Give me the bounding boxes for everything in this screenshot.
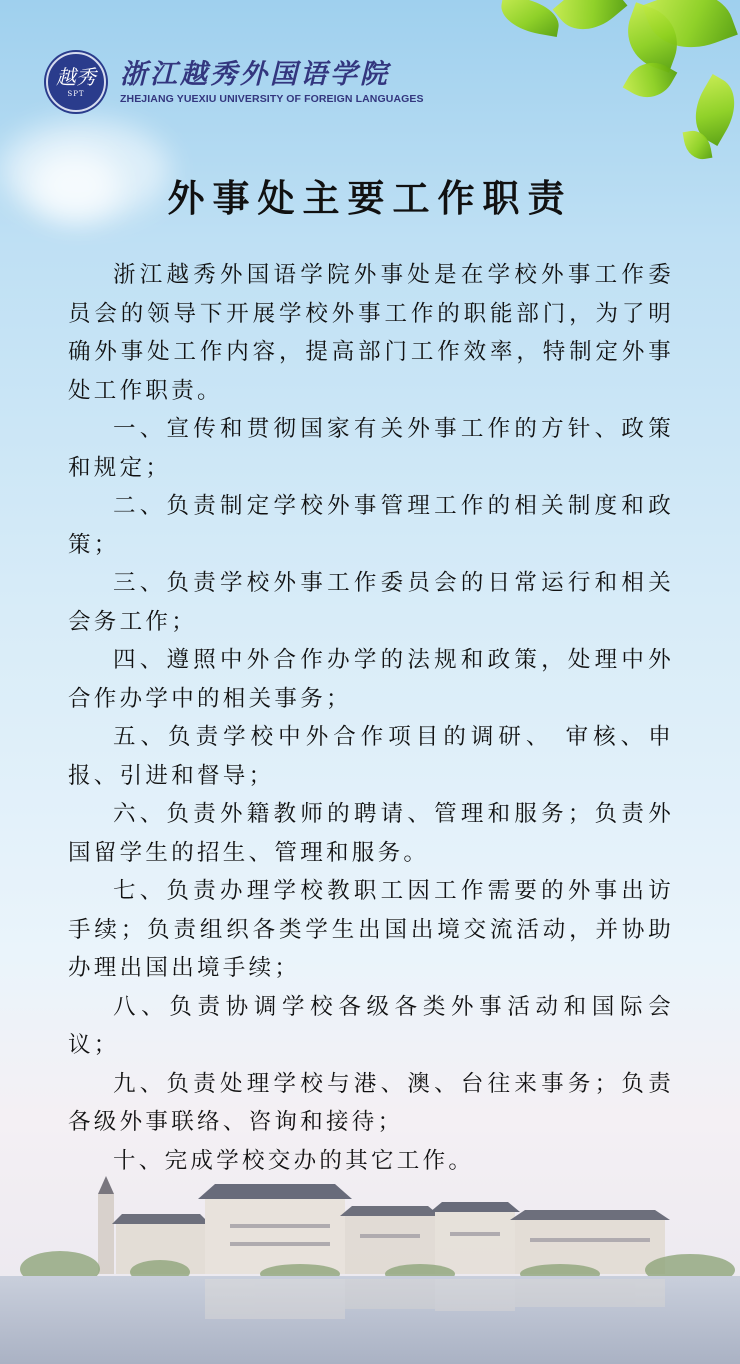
duty-item-4: 四、遵照中外合作办学的法规和政策，处理中外合作办学中的相关事务；: [68, 647, 674, 712]
duty-item-3: 三、负责学校外事工作委员会的日常运行和相关会务工作；: [68, 570, 674, 635]
duty-item-9: 九、负责处理学校与港、澳、台往来事务；负责各级外事联络、咨询和接待；: [68, 1070, 674, 1135]
page-title: 外事处主要工作职责: [167, 176, 573, 220]
building-group: [98, 1176, 670, 1274]
duty-item-5: 五、负责学校中外合作项目的调研、 审核、申报、引进和督导；: [68, 724, 674, 789]
duty-item-6: 六、负责外籍教师的聘请、管理和服务；负责外国留学生的招生、管理和服务。: [68, 801, 674, 866]
logo-mark: 越秀: [56, 65, 96, 89]
intro-paragraph: 浙江越秀外国语学院外事处是在学校外事工作委员会的领导下开展学校外事工作的职能部门，为了明确外事处工作内容，提高部门工作效率，特制定外事处工作职责。: [68, 262, 674, 404]
leaf-shape: [553, 0, 628, 44]
university-name-cn: 浙江越秀外国语学院: [120, 59, 390, 90]
duty-item-2: 二、负责制定学校外事管理工作的相关制度和政策；: [68, 493, 674, 558]
university-name: [120, 59, 424, 105]
university-header: [46, 52, 424, 112]
leaf-shape: [498, 0, 563, 37]
duties-body: [68, 256, 674, 1180]
duty-item-1: 一、宣传和贯彻国家有关外事工作的方针、政策和规定；: [68, 416, 674, 481]
university-logo: [46, 52, 106, 112]
logo-sub-text: SPT: [67, 90, 85, 98]
duty-item-8: 八、负责协调学校各级各类外事活动和国际会议；: [68, 993, 674, 1058]
campus-illustration: [0, 1154, 740, 1364]
duty-item-7: 七、负责办理学校教职工因工作需要的外事出访手续；负责组织各类学生出国出境交流活动，并协助办理出国出境手续；: [68, 878, 674, 981]
university-name-en: ZHEJIANG YUEXIU UNIVERSITY OF FOREIGN LANGUAGES: [120, 93, 424, 105]
duty-item-10: 十、完成学校交办的其它工作。: [113, 1147, 475, 1174]
